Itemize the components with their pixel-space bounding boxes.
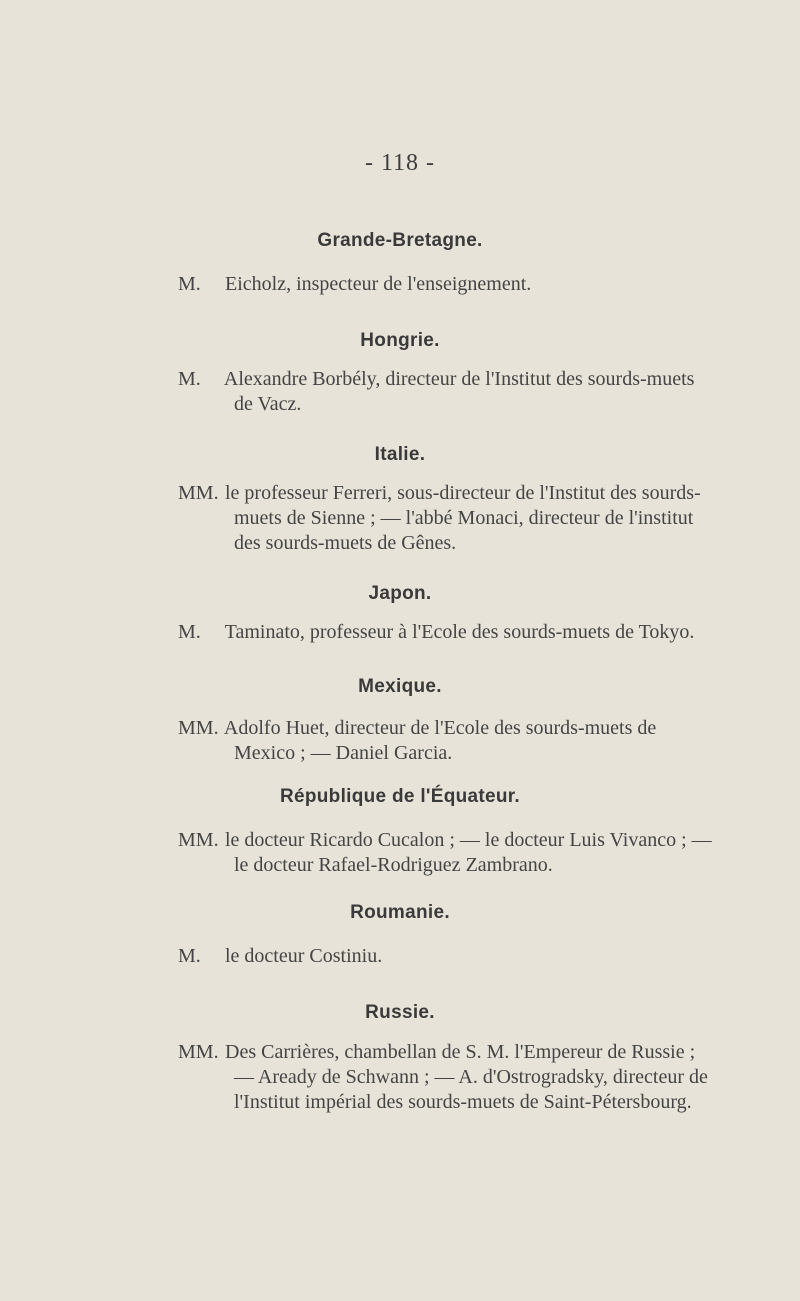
heading-hongrie: Hongrie. <box>360 330 440 351</box>
heading-russie: Russie. <box>365 1002 435 1023</box>
entry-russie <box>178 1040 718 1115</box>
entry-title: M. <box>178 368 201 390</box>
entry-line: Des Carrières, chambellan de S. M. l'Empereur de Russie ; <box>225 1041 696 1063</box>
entry-title: M. <box>178 621 201 643</box>
entry-line-continuation: Mexico ; — Daniel Garcia. <box>234 742 453 764</box>
entry-title: M. <box>178 945 201 967</box>
entry-title: MM. <box>178 1041 219 1063</box>
entry-line: le professeur Ferreri, sous-directeur de l'Institut des sourds- <box>225 482 701 504</box>
entry-line-continuation: l'Institut impérial des sourds-muets de Saint-Pétersbourg. <box>234 1091 692 1113</box>
entry-line-continuation: des sourds-muets de Gênes. <box>234 532 457 554</box>
entry-italie <box>178 481 718 556</box>
heading-italie: Italie. <box>374 444 426 465</box>
entry-mexique <box>178 716 718 766</box>
entry-title: MM. <box>178 829 219 851</box>
entry-line: Taminato, professeur à l'Ecole des sourds-muets de Tokyo. <box>224 621 695 643</box>
entry-line: le docteur Costiniu. <box>225 945 383 967</box>
entry-title: M. <box>178 273 201 295</box>
entry-title: MM. <box>178 717 219 739</box>
entry-roumanie <box>178 944 718 969</box>
entry-line-continuation: de Vacz. <box>234 393 302 415</box>
entry-equateur <box>178 828 718 878</box>
heading-roumanie: Roumanie. <box>350 902 450 923</box>
entry-line: le docteur Ricardo Cucalon ; — le docteur Luis Vivanco ; — <box>225 829 712 851</box>
entry-line-continuation: — Aready de Schwann ; — A. d'Ostrogradsky, directeur de <box>234 1066 708 1088</box>
entry-hongrie <box>178 367 718 417</box>
entry-japon <box>178 620 718 645</box>
entry-grande-bretagne <box>178 272 718 297</box>
entry-line-continuation: muets de Sienne ; — l'abbé Monaci, directeur de l'institut <box>234 507 694 529</box>
heading-mexique: Mexique. <box>358 676 442 697</box>
entry-line: Alexandre Borbély, directeur de l'Institut des sourds-muets <box>223 368 695 390</box>
entry-line: Eicholz, inspecteur de l'enseignement. <box>225 273 532 295</box>
heading-equateur: République de l'Équateur. <box>279 786 521 807</box>
entry-title: MM. <box>178 482 219 504</box>
entry-line: Adolfo Huet, directeur de l'Ecole des sourds-muets de <box>223 717 657 739</box>
page-number: - 118 - <box>364 150 436 176</box>
entry-line-continuation: le docteur Rafael-Rodriguez Zambrano. <box>234 854 553 876</box>
heading-grande-bretagne: Grande-Bretagne. <box>317 230 483 251</box>
heading-japon: Japon. <box>368 583 432 604</box>
